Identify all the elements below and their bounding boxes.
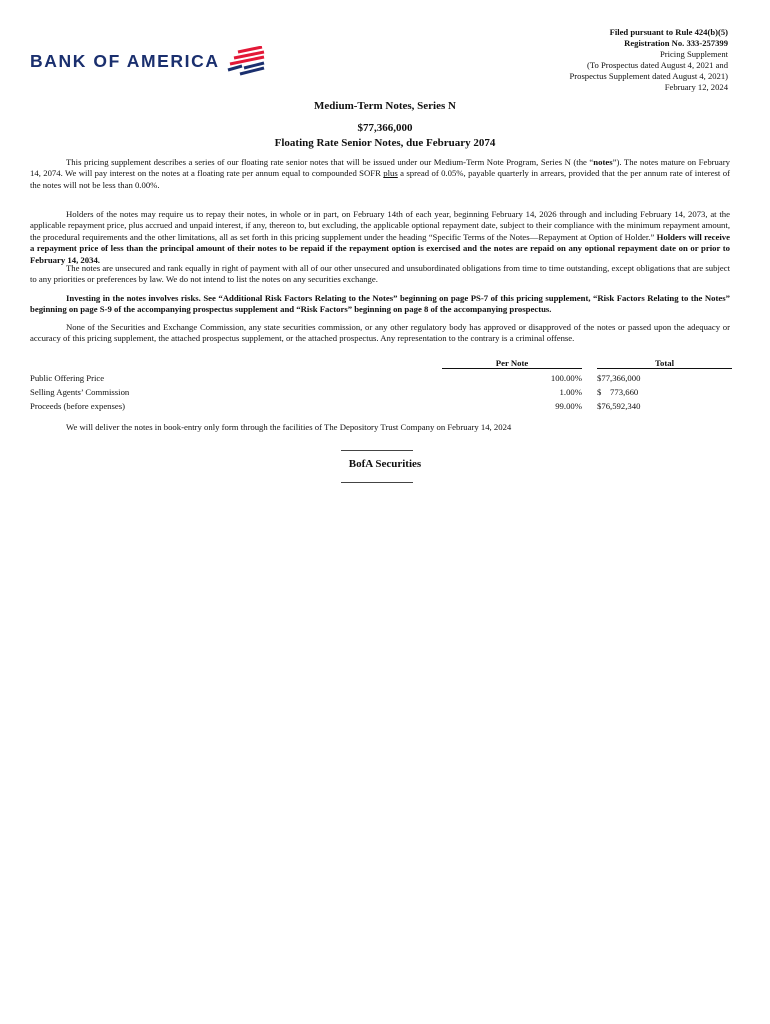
divider-bottom: [341, 482, 413, 483]
offering-amount: $77,366,000: [357, 122, 413, 134]
table-row: [30, 383, 732, 397]
prospectus-supplement-reference: Prospectus Supplement dated August 4, 2021): [569, 71, 728, 81]
registration-number: Registration No. 333-257399: [624, 38, 728, 48]
divider-top: [341, 450, 413, 451]
row-label: Selling Agents’ Commission: [30, 387, 130, 397]
document-date: February 12, 2024: [664, 82, 728, 92]
filing-header: [570, 27, 729, 93]
ranking-paragraph: The notes are unsecured and rank equally in right of payment with all of our other unsecured and unsubordinated obligations from time to time outstanding, except obligations that are subject to any priorities or preferences by law. We do not intend to list the notes on any securities exchange.: [30, 263, 730, 285]
notes-defined-term: notes: [593, 157, 613, 167]
table-row: [30, 369, 732, 384]
repayment-paragraph: Holders of the notes may require us to repay their notes, in whole or in part, on February 14th of each year, beginning February 14, 2026 through and including February 14, 2073, at the applicable repayment price, plus accrued and unpaid interest, if any, thereon to, but excluding, the applicable optional repayment date, subject to their compliance with the minimum repayment amount, the procedural requirements and the other limitations, all as set forth in this pricing supplement under the heading “Specific Terms of the Notes—Repayment at Option of Holder.” Holders will receive a repayment price of less than the principal amount of their notes to be repaid if the repayment option is exercised and the notes are repaid on any optional repayment date on or prior to February 14, 2034.: [30, 209, 730, 265]
row-total: $ 773,660: [597, 387, 639, 397]
underwriter-name: BofA Securities: [348, 458, 422, 470]
prospectus-reference: (To Prospectus dated August 4, 2021 and: [587, 60, 728, 70]
total-header: Total: [597, 355, 732, 369]
filing-rule: Filed pursuant to Rule 424(b)(5): [609, 27, 728, 37]
row-total: $77,366,000: [597, 373, 641, 383]
row-per-note: 100.00%: [550, 373, 582, 383]
row-label: Proceeds (before expenses): [30, 401, 126, 411]
row-per-note: 1.00%: [559, 387, 582, 397]
bank-of-america-logo: [30, 46, 266, 76]
series-title: Medium-Term Notes, Series N: [314, 100, 456, 112]
notes-title: Floating Rate Senior Notes, due February 2074: [274, 137, 496, 149]
row-per-note: 99.00%: [555, 401, 582, 411]
document-type: Pricing Supplement: [659, 49, 728, 59]
repayment-warning: Holders will receive a repayment price of less than the principal amount of their notes to be repaid if the repayment option is exercised and the notes are repaid on any optional repayment date on or prior to February 14, 2034.: [30, 231, 730, 265]
row-total: $76,592,340: [597, 401, 641, 411]
row-label: Public Offering Price: [30, 373, 105, 383]
logo-wordmark: BANK OF AMERICA: [30, 50, 220, 71]
per-note-header: Per Note: [442, 355, 582, 369]
delivery-statement: We will deliver the notes in book-entry only form through the facilities of The Depository Trust Company on February 14, 2024: [66, 422, 512, 432]
offering-table: [30, 355, 732, 411]
risk-paragraph: Investing in the notes involves risks. See “Additional Risk Factors Relating to the Notes” beginning on page PS-7 of this pricing supplement, “Risk Factors Relating to the Notes” beginning on page S-9 of the accompanying prospectus supplement and “Risk Factors” beginning on page 8 of the accompanying prospectus.: [30, 293, 730, 315]
description-paragraph: This pricing supplement describes a series of our floating rate senior notes that will be issued under our Medium-Term Note Program, Series N (the “notes”). The notes mature on February 14, 2074. We will pay interest on the notes at a floating rate per annum equal to compounded SOFR plus a spread of 0.05%, payable quarterly in arrears, provided that the per annum rate of interest of the notes will not be less than 0.00%.: [30, 157, 730, 190]
table-header-row: [30, 355, 732, 369]
flag-icon: [224, 46, 266, 76]
table-row: [30, 397, 732, 411]
sec-disclaimer-paragraph: None of the Securities and Exchange Commission, any state securities commission, or any other regulatory body has approved or disapproved of the notes or passed upon the adequacy or accuracy of this pricing supplement, the attached prospectus supplement, or the attached prospectus. Any representation to the contrary is a criminal offense.: [30, 322, 730, 344]
plus-term: plus: [383, 168, 398, 179]
